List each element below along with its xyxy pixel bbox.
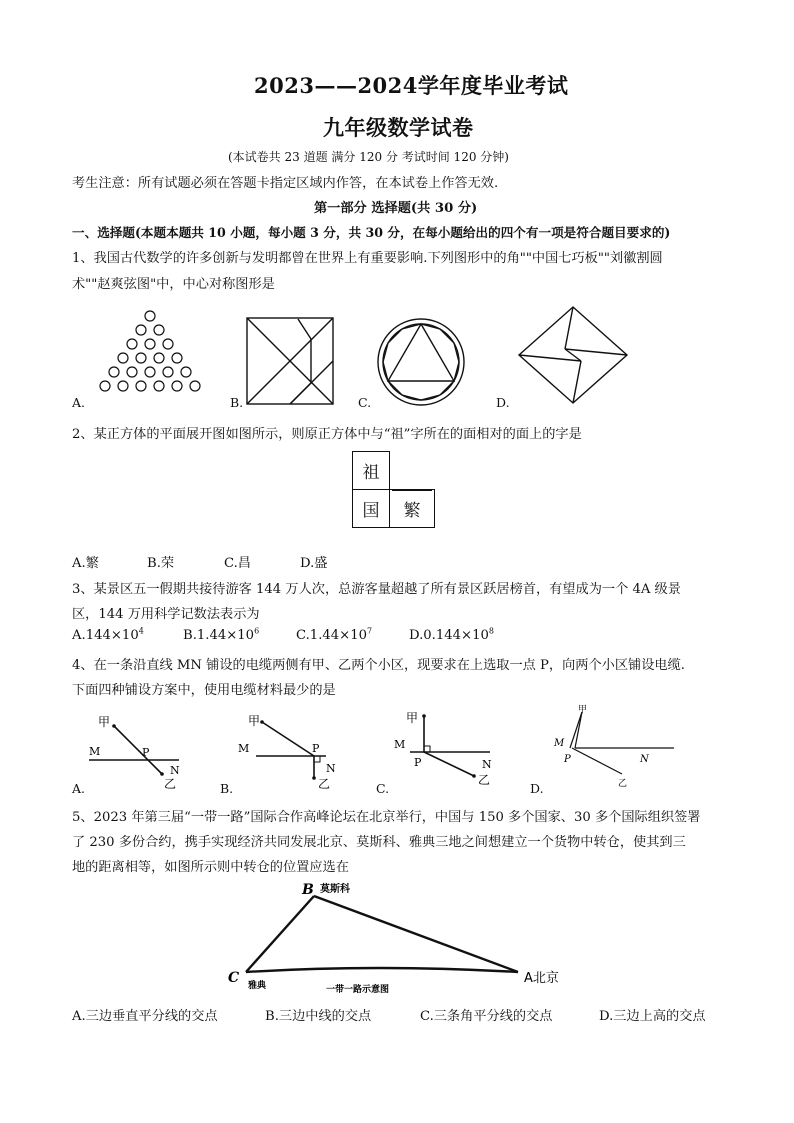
q5-text-line3: 地的距离相等，如图所示则中转仓的位置应选在	[72, 860, 349, 875]
q4b-label-m: M	[238, 742, 250, 755]
q3-option-b-label: B.1.44×10	[183, 628, 255, 643]
q4-figure-d	[550, 702, 680, 790]
q3-option-b-exp: 6	[254, 626, 260, 636]
q2-text: 2、某正方体的平面展开图如图所示，则原正方体中与“祖”字所在的面相对的面上的字是	[72, 427, 582, 442]
q5-option-d[interactable]: D.三边上高的交点	[599, 1009, 706, 1024]
q5-label-c: C	[228, 970, 240, 986]
cube-net-edge	[392, 490, 432, 491]
q5-option-c[interactable]: C.三条角平分线的交点	[420, 1009, 553, 1024]
q1-figure-b-tangram	[246, 317, 334, 405]
q4b-label-yi: 乙	[318, 777, 331, 791]
part1-title: 第一部分 选择题(共 30 分)	[314, 201, 478, 216]
exam-subtitle: 九年级数学试卷	[323, 115, 474, 140]
q4-option-a[interactable]: A.	[72, 781, 86, 796]
q5-option-a[interactable]: A.三边垂直平分线的交点	[72, 1009, 218, 1024]
q4b-label-n: N	[326, 762, 336, 775]
q4a-label-yi: 乙	[164, 777, 177, 791]
q3-option-c[interactable]	[296, 628, 372, 643]
q3-text-line1: 3、某景区五一假期共接待游客 144 万人次，总游客量超越了所有景区跃居榜首，有望成为一个 4A 级景	[72, 582, 681, 597]
q4-option-b[interactable]: B.	[220, 781, 234, 796]
q4c-label-m: M	[394, 738, 406, 751]
q4-text-line2: 下面四种铺设方案中，使用电缆材料最少的是	[72, 683, 336, 698]
q5-text-line1: 5、2023 年第三届“一带一路”国际合作高峰论坛在北京举行，中国与 150 多个国家、30 多个国际组织签署	[72, 810, 701, 825]
q4-figure-b	[234, 712, 344, 792]
q5-label-b: B	[302, 882, 314, 898]
q3-option-c-label: C.1.44×10	[296, 628, 368, 643]
q4c-label-jia: 甲	[406, 711, 419, 725]
q4b-label-p: P	[312, 742, 320, 755]
q4-option-d[interactable]: D.	[530, 781, 544, 796]
q5-figure-caption: 一带一路示意图	[326, 985, 390, 995]
q4d-label-jia: 甲	[578, 705, 588, 715]
cube-face-zu: 祖	[353, 452, 390, 490]
q4a-label-n: N	[170, 764, 180, 777]
q5-label-moscow: 莫斯科	[320, 884, 350, 895]
q4a-label-m: M	[89, 745, 101, 758]
q4b-label-jia: 甲	[248, 714, 261, 728]
q3-option-b[interactable]	[183, 628, 259, 643]
q1-text-line2: 术""赵爽弦图"中，中心对称图形是	[72, 277, 275, 292]
exam-title: 2023——2024学年度毕业考试	[254, 73, 569, 98]
q1-figure-c-circle-cutting	[376, 318, 466, 406]
q5-option-b[interactable]: B.三边中线的交点	[265, 1009, 372, 1024]
q5-text-line2: 了 230 多份合约，携手实现经济共同发展北京、莫斯科、雅典三地之间想建立一个货物中转仓，使其到三	[72, 835, 686, 850]
q2-option-d[interactable]: D.盛	[300, 556, 328, 571]
cube-face-fan: 繁	[390, 490, 435, 528]
q4c-label-yi: 乙	[478, 773, 491, 787]
q1-option-a[interactable]: A.	[72, 395, 86, 410]
cube-face-guo: 国	[353, 490, 390, 528]
q4d-label-p: P	[564, 754, 571, 765]
q1-option-d[interactable]: D.	[496, 395, 510, 410]
q3-option-a-exp: 4	[138, 626, 144, 636]
q2-option-a[interactable]: A.繁	[72, 556, 99, 571]
q1-figure-d-zhaoshuang-diagram	[517, 305, 629, 405]
q4-text-line1: 4、在一条沿直线 MN 铺设的电缆两侧有甲、乙两个小区，现要求在上选取一点 P，向两个小区铺设电缆.	[72, 658, 685, 673]
q1-option-c[interactable]: C.	[358, 395, 372, 410]
q4d-label-n: N	[640, 754, 649, 765]
q3-option-a[interactable]	[72, 628, 144, 643]
q4c-label-n: N	[482, 758, 492, 771]
q5-label-athens: 雅典	[248, 981, 267, 991]
q3-text-line2: 区，144 万用科学记数法表示为	[72, 607, 260, 622]
q3-option-d-label: D.0.144×10	[409, 628, 489, 643]
q4a-label-p: P	[142, 746, 150, 759]
q1-option-b[interactable]: B.	[230, 395, 244, 410]
q1-text-line1: 1、我国古代数学的许多创新与发明都曾在世界上有重要影响.下列图形中的角""中国七巧板""刘徽割圆	[72, 251, 663, 266]
q3-option-d-exp: 8	[488, 626, 494, 636]
q5-label-beijing: A北京	[524, 971, 559, 986]
exam-info: (本试卷共 23 道题 满分 120 分 考试时间 120 分钟)	[228, 150, 509, 164]
q4-option-c[interactable]: C.	[376, 781, 390, 796]
q4d-label-m: M	[554, 738, 565, 749]
q3-option-a-label: A.144×10	[72, 628, 139, 643]
section-heading: 一、选择题(本题本题共 10 小题，每小题 3 分，共 30 分，在每小题给出的四个有一项是符合题目要求的)	[72, 225, 671, 240]
q4-figure-a	[86, 716, 196, 791]
q4a-label-jia: 甲	[98, 715, 111, 729]
q3-option-d[interactable]	[409, 628, 494, 643]
exam-notice: 考生注意：所有试题必须在答题卡指定区域内作答，在本试卷上作答无效.	[72, 176, 499, 191]
q4c-label-p: P	[414, 756, 422, 769]
q2-option-c[interactable]: C.昌	[224, 556, 251, 571]
q2-option-b[interactable]: B.荣	[147, 556, 175, 571]
q5-belt-road-figure	[226, 878, 576, 1000]
q4d-label-yi: 乙	[618, 779, 628, 789]
q4-figure-c	[390, 708, 510, 788]
q3-option-c-exp: 7	[367, 626, 373, 636]
q1-figure-a-circle-triangle	[95, 308, 205, 403]
